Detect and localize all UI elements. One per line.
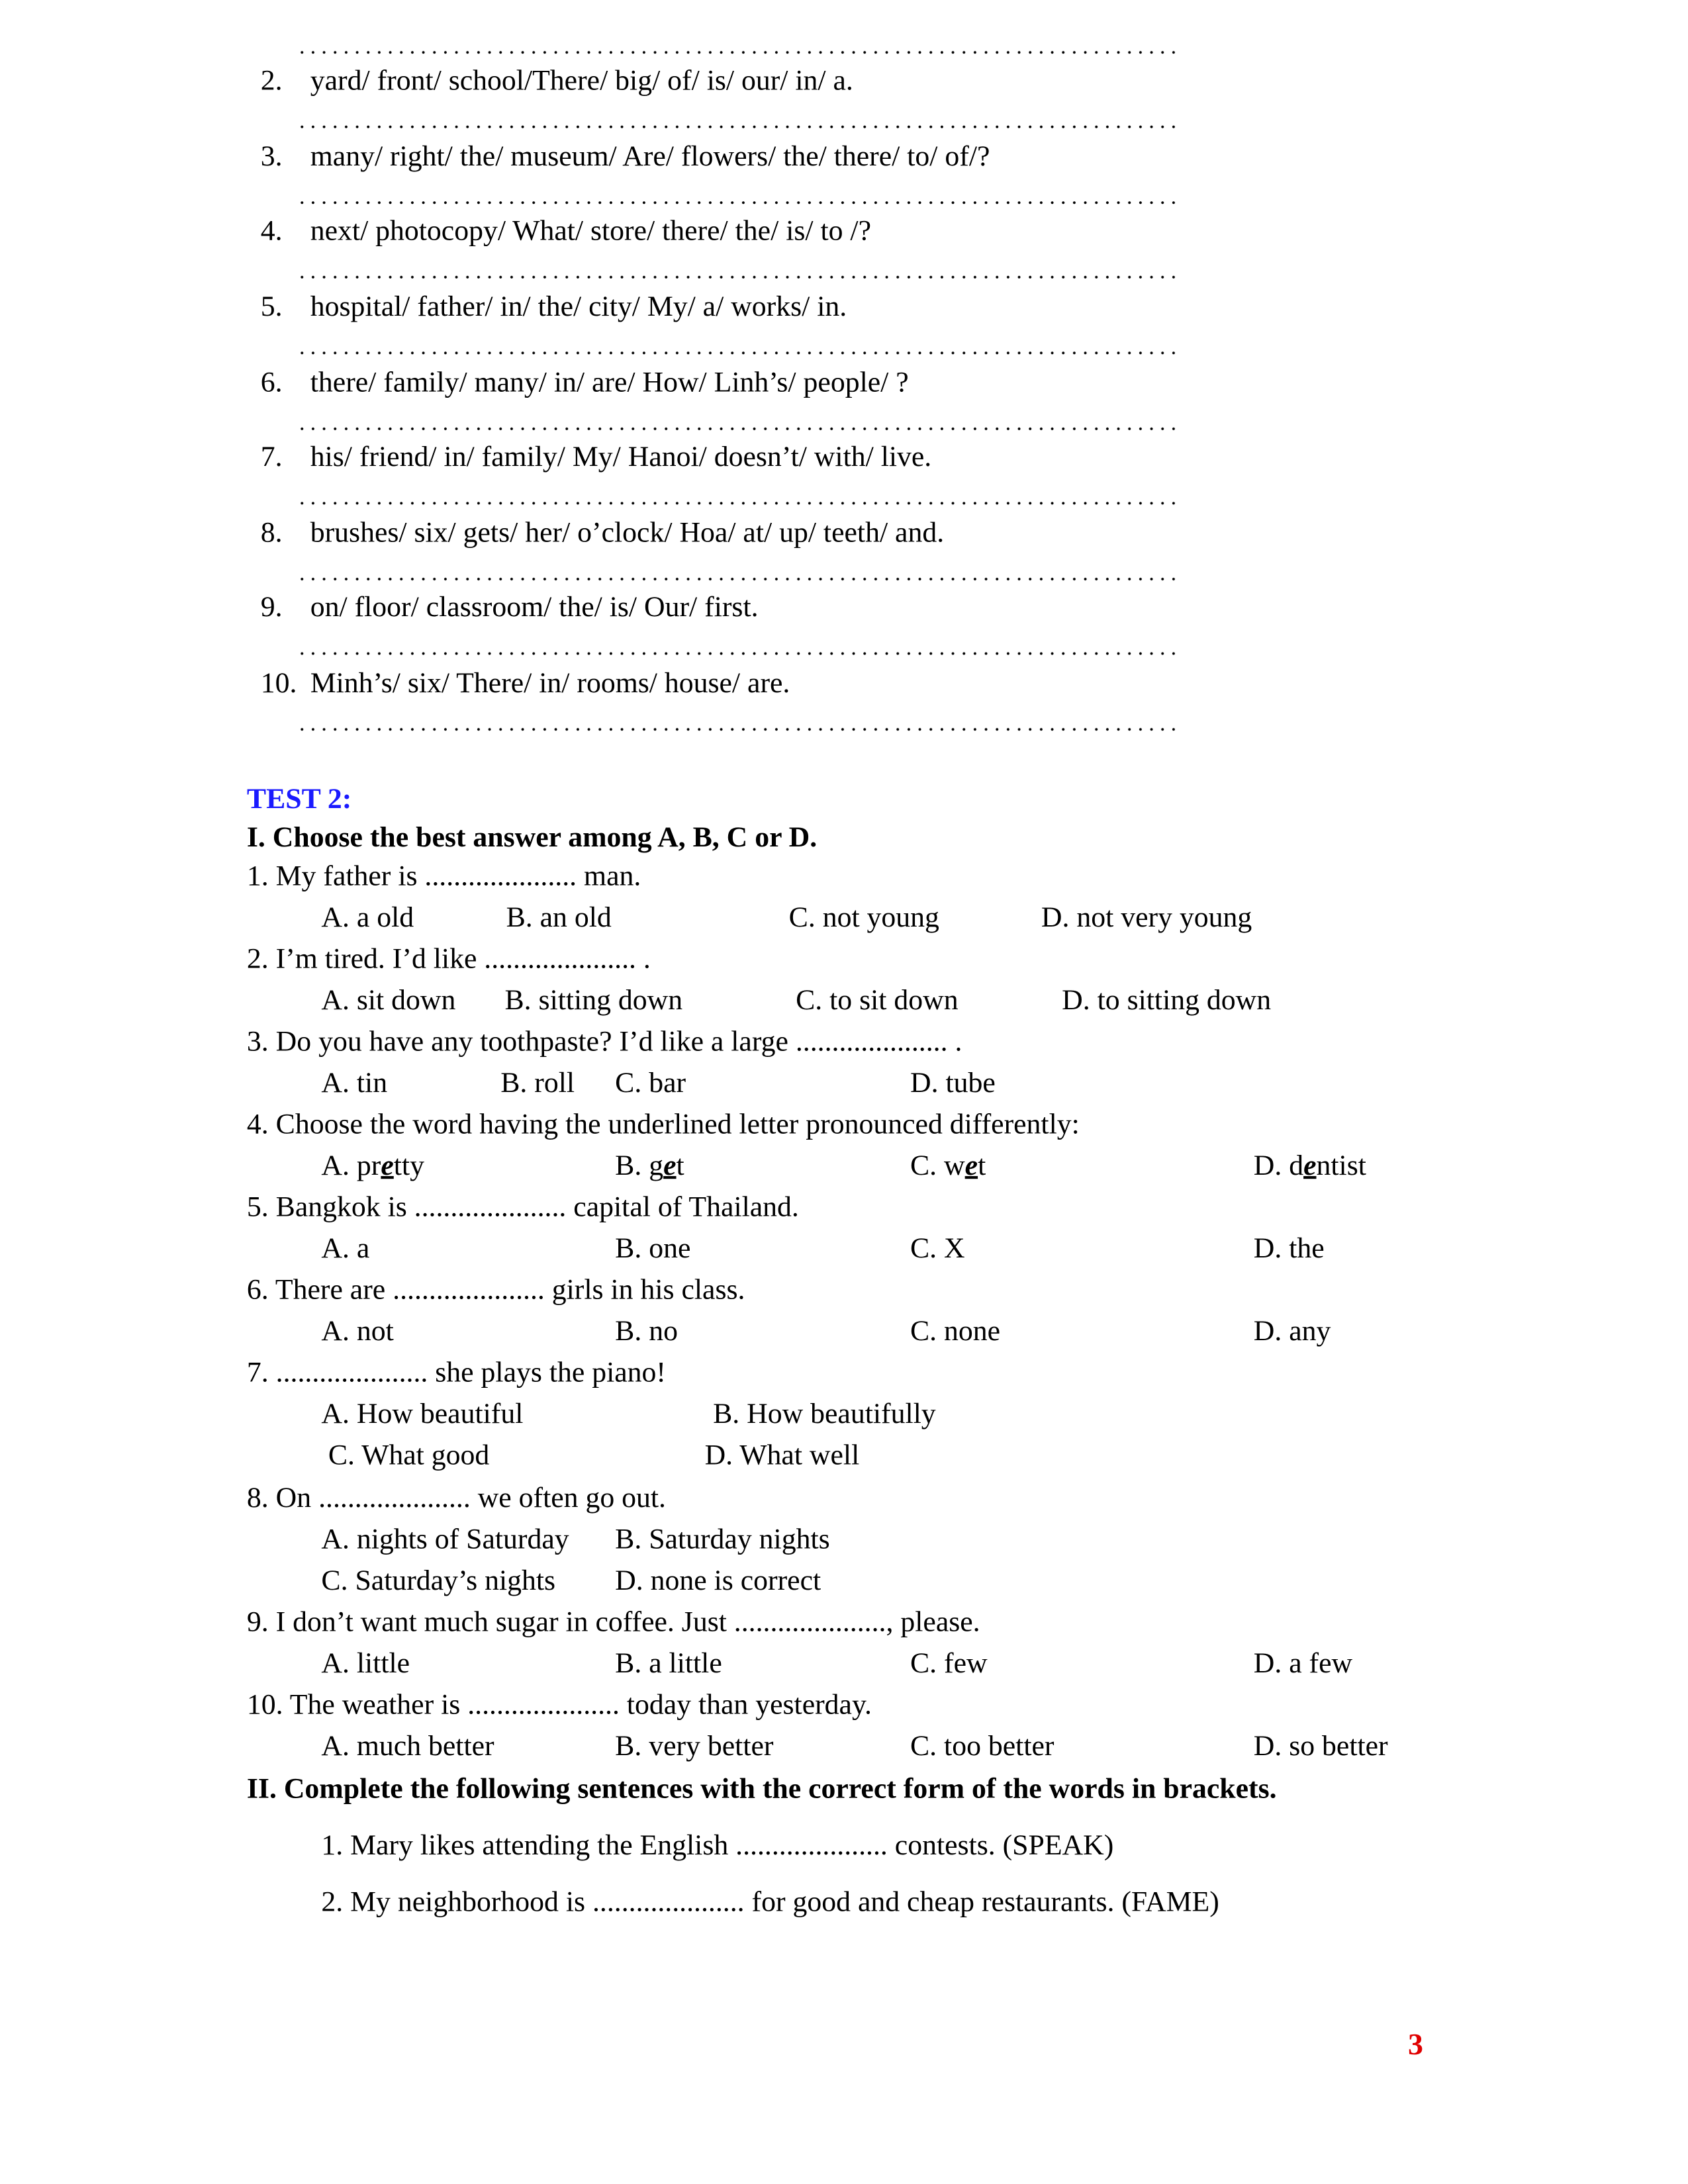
option-text: C. none — [910, 1314, 1001, 1347]
answer-option[interactable] — [1254, 1727, 1388, 1763]
answer-option[interactable] — [910, 1312, 1000, 1348]
option-text: tty — [393, 1148, 424, 1182]
option-text: t — [676, 1148, 684, 1182]
question-stem: 7. ..................... she plays the piano! — [246, 1355, 666, 1388]
question-stem: 5. Bangkok is ..................... capital of Thailand. — [246, 1189, 799, 1223]
answer-line — [297, 350, 1176, 355]
item-words: next/ photocopy/ What/ store/ there/ the/ is/ to /? — [310, 213, 872, 247]
answer-option[interactable] — [615, 1521, 829, 1557]
item-words: hospital/ father/ in/ the/ city/ My/ a/ works/ in. — [310, 289, 847, 323]
underlined-letter: e — [964, 1148, 978, 1182]
option-text: A. How beautiful — [321, 1396, 524, 1430]
question-stem: 8. On ..................... we often go out. — [246, 1480, 667, 1514]
answer-option[interactable] — [910, 1230, 965, 1265]
item-number: 4. — [260, 213, 283, 247]
item-words: yard/ front/ school/There/ big/ of/ is/ our/ in/ a. — [310, 63, 853, 97]
option-text: B. Saturday nights — [615, 1522, 830, 1555]
answer-option[interactable] — [713, 1395, 936, 1431]
answer-option[interactable] — [796, 981, 959, 1017]
option-text: C. Saturday’s nights — [321, 1563, 556, 1597]
page-number: 3 — [1408, 2026, 1423, 2062]
answer-option[interactable] — [321, 1645, 410, 1680]
answer-option[interactable] — [1254, 1230, 1325, 1265]
answer-line — [297, 500, 1176, 506]
underlined-letter: e — [1303, 1148, 1317, 1182]
answer-option[interactable] — [615, 1645, 722, 1680]
item-number: 10. — [260, 666, 297, 700]
question-stem: 6. There are ..................... girls in his class. — [246, 1272, 745, 1306]
option-text: D. d — [1253, 1148, 1304, 1182]
answer-option[interactable] — [321, 981, 455, 1017]
answer-option[interactable] — [328, 1437, 489, 1473]
option-text: C. bar — [615, 1066, 686, 1099]
option-text: A. sit down — [321, 983, 456, 1017]
answer-option[interactable] — [615, 1064, 686, 1100]
answer-option[interactable] — [321, 1562, 555, 1598]
item-number: 7. — [260, 439, 283, 473]
item-number: 6. — [260, 365, 283, 399]
answer-option[interactable] — [321, 1312, 393, 1348]
item-words: his/ friend/ in/ family/ My/ Hanoi/ doesn’t/ with/ live. — [310, 439, 932, 473]
option-text: B. one — [615, 1231, 691, 1265]
option-text: B. very better — [615, 1729, 774, 1762]
option-text: A. pr — [321, 1148, 381, 1182]
question-stem: 1. My father is ..................... man. — [246, 858, 641, 892]
answer-option[interactable] — [321, 1064, 387, 1100]
answer-option[interactable] — [615, 1312, 678, 1348]
option-text: C. not young — [788, 900, 939, 934]
item-words: many/ right/ the/ museum/ Are/ flowers/ the/ there/ to/ of/? — [310, 139, 990, 173]
option-text: C. What good — [328, 1437, 490, 1471]
question-stem: 2. I’m tired. I’d like ..................... . — [246, 941, 651, 975]
answer-option[interactable] — [321, 1230, 369, 1265]
option-text: A. tin — [321, 1066, 388, 1099]
option-text: C. X — [910, 1231, 965, 1265]
question-stem: 10. The weather is ..................... today than yesterday. — [246, 1687, 872, 1721]
item-words: there/ family/ many/ in/ are/ How/ Linh’s/ people/ ? — [310, 365, 909, 399]
option-text: C. to sit down — [796, 983, 959, 1017]
answer-line — [297, 576, 1176, 582]
item-words: brushes/ six/ gets/ her/ o’clock/ Hoa/ at/ up/ teeth/ and. — [310, 516, 945, 549]
item-words: on/ floor/ classroom/ the/ is/ Our/ first. — [310, 590, 759, 623]
answer-option[interactable] — [615, 1230, 690, 1265]
option-text: B. sitting down — [504, 983, 683, 1017]
option-text: D. the — [1253, 1231, 1325, 1265]
option-text: A. not — [321, 1314, 394, 1347]
answer-option[interactable] — [506, 899, 612, 934]
question-stem: 9. I don’t want much sugar in coffee. Just ....................., please. — [246, 1604, 980, 1638]
part2-item: 1. Mary likes attending the English ..................... contests. (SPEAK) — [321, 1828, 1114, 1862]
answer-line — [297, 426, 1176, 432]
answer-option[interactable] — [615, 1147, 684, 1183]
option-text: C. too better — [910, 1729, 1055, 1762]
option-text: A. much better — [321, 1729, 494, 1762]
option-text: D. so better — [1253, 1729, 1388, 1762]
item-number: 2. — [260, 63, 283, 97]
option-text: D. any — [1253, 1314, 1331, 1347]
option-text: t — [978, 1148, 986, 1182]
answer-option[interactable] — [321, 1395, 523, 1431]
answer-option[interactable] — [500, 1064, 575, 1100]
part1-heading: I. Choose the best answer among A, B, C or D. — [246, 820, 818, 854]
answer-option[interactable] — [789, 899, 939, 934]
answer-option[interactable] — [321, 1147, 424, 1183]
answer-option[interactable] — [504, 981, 682, 1017]
answer-option[interactable] — [910, 1727, 1055, 1763]
option-text: A. nights of Saturday — [321, 1522, 569, 1555]
option-text: D. tube — [910, 1066, 996, 1099]
question-stem: 4. Choose the word having the underlined letter pronounced differently: — [246, 1107, 1080, 1140]
option-text: B. g — [615, 1148, 664, 1182]
option-text: D. to sitting down — [1062, 983, 1272, 1017]
answer-option[interactable] — [321, 1727, 494, 1763]
answer-option[interactable] — [705, 1437, 860, 1473]
answer-option[interactable] — [1254, 1312, 1331, 1348]
item-number: 9. — [260, 590, 283, 623]
option-text: D. not very young — [1041, 900, 1252, 934]
option-text: A. little — [321, 1646, 410, 1680]
answer-line — [297, 124, 1176, 129]
option-text: C. w — [910, 1148, 965, 1182]
answer-option[interactable] — [321, 899, 414, 934]
item-number: 5. — [260, 289, 283, 323]
option-text: B. an old — [506, 900, 612, 934]
question-stem: 3. Do you have any toothpaste? I’d like a large ..................... . — [246, 1024, 962, 1058]
option-text: B. no — [615, 1314, 678, 1347]
option-text: D. What well — [704, 1437, 860, 1471]
answer-line — [297, 727, 1176, 732]
item-words: Minh’s/ six/ There/ in/ rooms/ house/ are. — [310, 666, 790, 700]
option-text: D. a few — [1253, 1646, 1353, 1680]
option-text: D. none is correct — [615, 1563, 821, 1597]
answer-line — [297, 200, 1176, 205]
test-title: TEST 2: — [246, 782, 352, 815]
option-text: ntist — [1316, 1148, 1366, 1182]
item-number: 8. — [260, 516, 283, 549]
option-text: B. How beautifully — [713, 1396, 936, 1430]
part2-item: 2. My neighborhood is ..................... for good and cheap restaurants. (FAME) — [321, 1884, 1219, 1918]
answer-line — [297, 651, 1176, 656]
answer-option[interactable] — [910, 1064, 996, 1100]
answer-option[interactable] — [615, 1562, 821, 1598]
answer-option[interactable] — [1041, 899, 1252, 934]
option-text: B. a little — [615, 1646, 722, 1680]
item-number: 3. — [260, 139, 283, 173]
answer-option[interactable] — [321, 1521, 569, 1557]
answer-line — [297, 50, 1176, 55]
underlined-letter: e — [663, 1148, 677, 1182]
answer-option[interactable] — [1062, 981, 1271, 1017]
option-text: A. a old — [321, 900, 414, 934]
part2-heading: II. Complete the following sentences with the correct form of the words in brackets. — [246, 1772, 1277, 1805]
option-text: C. few — [910, 1646, 988, 1680]
answer-line — [297, 275, 1176, 280]
answer-option[interactable] — [910, 1645, 988, 1680]
underlined-letter: e — [381, 1148, 394, 1182]
option-text: A. a — [321, 1231, 370, 1265]
option-text: B. roll — [500, 1066, 575, 1099]
answer-option[interactable] — [910, 1147, 986, 1183]
answer-option[interactable] — [1254, 1645, 1352, 1680]
answer-option[interactable] — [615, 1727, 773, 1763]
answer-option[interactable] — [1254, 1147, 1366, 1183]
